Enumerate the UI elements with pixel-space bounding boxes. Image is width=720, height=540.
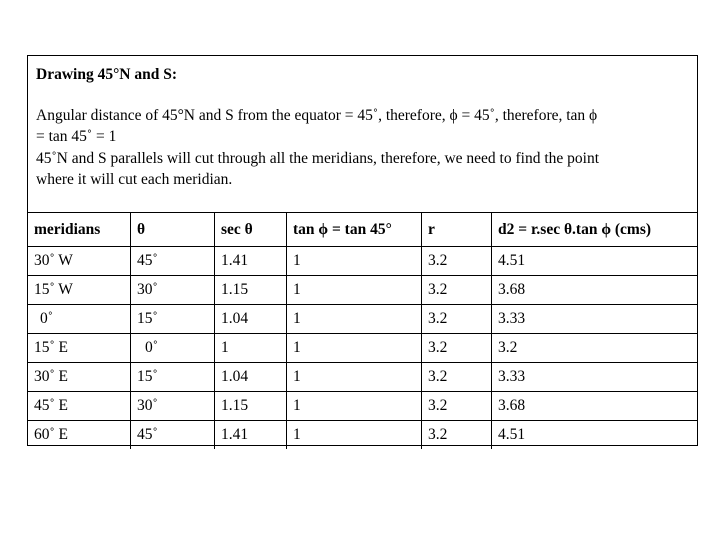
cell-r: 3.2 — [422, 247, 492, 276]
cell-theta: 45˚ — [131, 421, 215, 450]
cell-r: 3.2 — [422, 363, 492, 392]
col-header-sec-theta: sec θ — [215, 213, 287, 247]
cell-tan-phi: 1 — [287, 363, 422, 392]
cell-r: 3.2 — [422, 305, 492, 334]
col-header-tan-phi: tan ϕ = tan 45° — [287, 213, 422, 247]
content-frame — [27, 55, 698, 446]
table-row — [28, 421, 697, 450]
cell-d2: 4.51 — [498, 426, 526, 443]
cell-tan-phi: 1 — [287, 334, 422, 363]
cell-meridian: 30˚ W — [28, 247, 131, 276]
cell-r: 3.2 — [422, 392, 492, 421]
cell-sec-theta: 1.15 — [215, 392, 287, 421]
table-row — [28, 392, 697, 421]
col-header-theta: θ — [131, 213, 215, 247]
cell-d2: 3.68 — [492, 392, 698, 421]
cell-tan-phi: 1 — [287, 421, 422, 450]
cell-d2: 4.51 — [492, 247, 698, 276]
table-row — [28, 276, 697, 305]
cell-sec-theta: 1.04 — [215, 305, 287, 334]
cell-meridian: 45˚ E — [28, 392, 131, 421]
cell-meridian: 30˚ E — [28, 363, 131, 392]
cell-meridian: 60˚ E — [28, 421, 131, 450]
col-header-r: r — [422, 213, 492, 247]
table-header-row — [28, 213, 697, 247]
col-header-meridians: meridians — [28, 213, 131, 247]
explanation-line-2: = tan 45˚ = 1 — [36, 128, 117, 145]
table-row — [28, 334, 697, 363]
cell-tan-phi: 1 — [287, 305, 422, 334]
cell-tan-phi: 1 — [287, 392, 422, 421]
cell-sec-theta: 1 — [215, 334, 287, 363]
cell-sec-theta: 1.04 — [215, 363, 287, 392]
cell-theta: 15˚ — [131, 305, 215, 334]
cell-sec-theta: 1.41 — [215, 421, 287, 450]
cell-sec-theta: 1.15 — [215, 276, 287, 305]
cell-theta: 45˚ — [131, 247, 215, 276]
table-row — [28, 305, 697, 334]
cell-r: 3.2 — [422, 421, 492, 450]
cell-r: 3.2 — [422, 276, 492, 305]
section-title: Drawing 45°N and S: — [36, 66, 177, 83]
cell-tan-phi: 1 — [287, 276, 422, 305]
col-header-d2: d2 = r.sec θ.tan ϕ (cms) — [492, 213, 698, 247]
cell-theta: 30˚ — [131, 392, 215, 421]
explanation-line-1: Angular distance of 45°N and S from the equator = 45˚, therefore, ϕ = 45˚, therefore, tan ϕ — [36, 106, 598, 124]
cell-theta: 15˚ — [131, 363, 215, 392]
cell-d2: 3.33 — [492, 363, 698, 392]
explanation-box — [28, 56, 697, 213]
cell-meridian: 0˚ — [28, 305, 131, 334]
cell-meridian: 15˚ E — [28, 334, 131, 363]
table-row — [28, 247, 697, 276]
cell-theta: 30˚ — [131, 276, 215, 305]
cell-meridian: 15˚ W — [28, 276, 131, 305]
cell-r: 3.2 — [422, 334, 492, 363]
cell-tan-phi: 1 — [287, 247, 422, 276]
table-row — [28, 363, 697, 392]
cell-theta: 0˚ — [131, 334, 215, 363]
explanation-line-4: where it will cut each meridian. — [36, 171, 233, 188]
cell-d2: 3.68 — [492, 276, 698, 305]
explanation-line-3: 45˚N and S parallels will cut through all the meridians, therefore, we need to find the point — [36, 149, 600, 167]
cell-d2: 3.2 — [492, 334, 698, 363]
cell-sec-theta: 1.41 — [215, 247, 287, 276]
cell-d2: 3.33 — [492, 305, 698, 334]
meridian-table — [28, 213, 697, 449]
